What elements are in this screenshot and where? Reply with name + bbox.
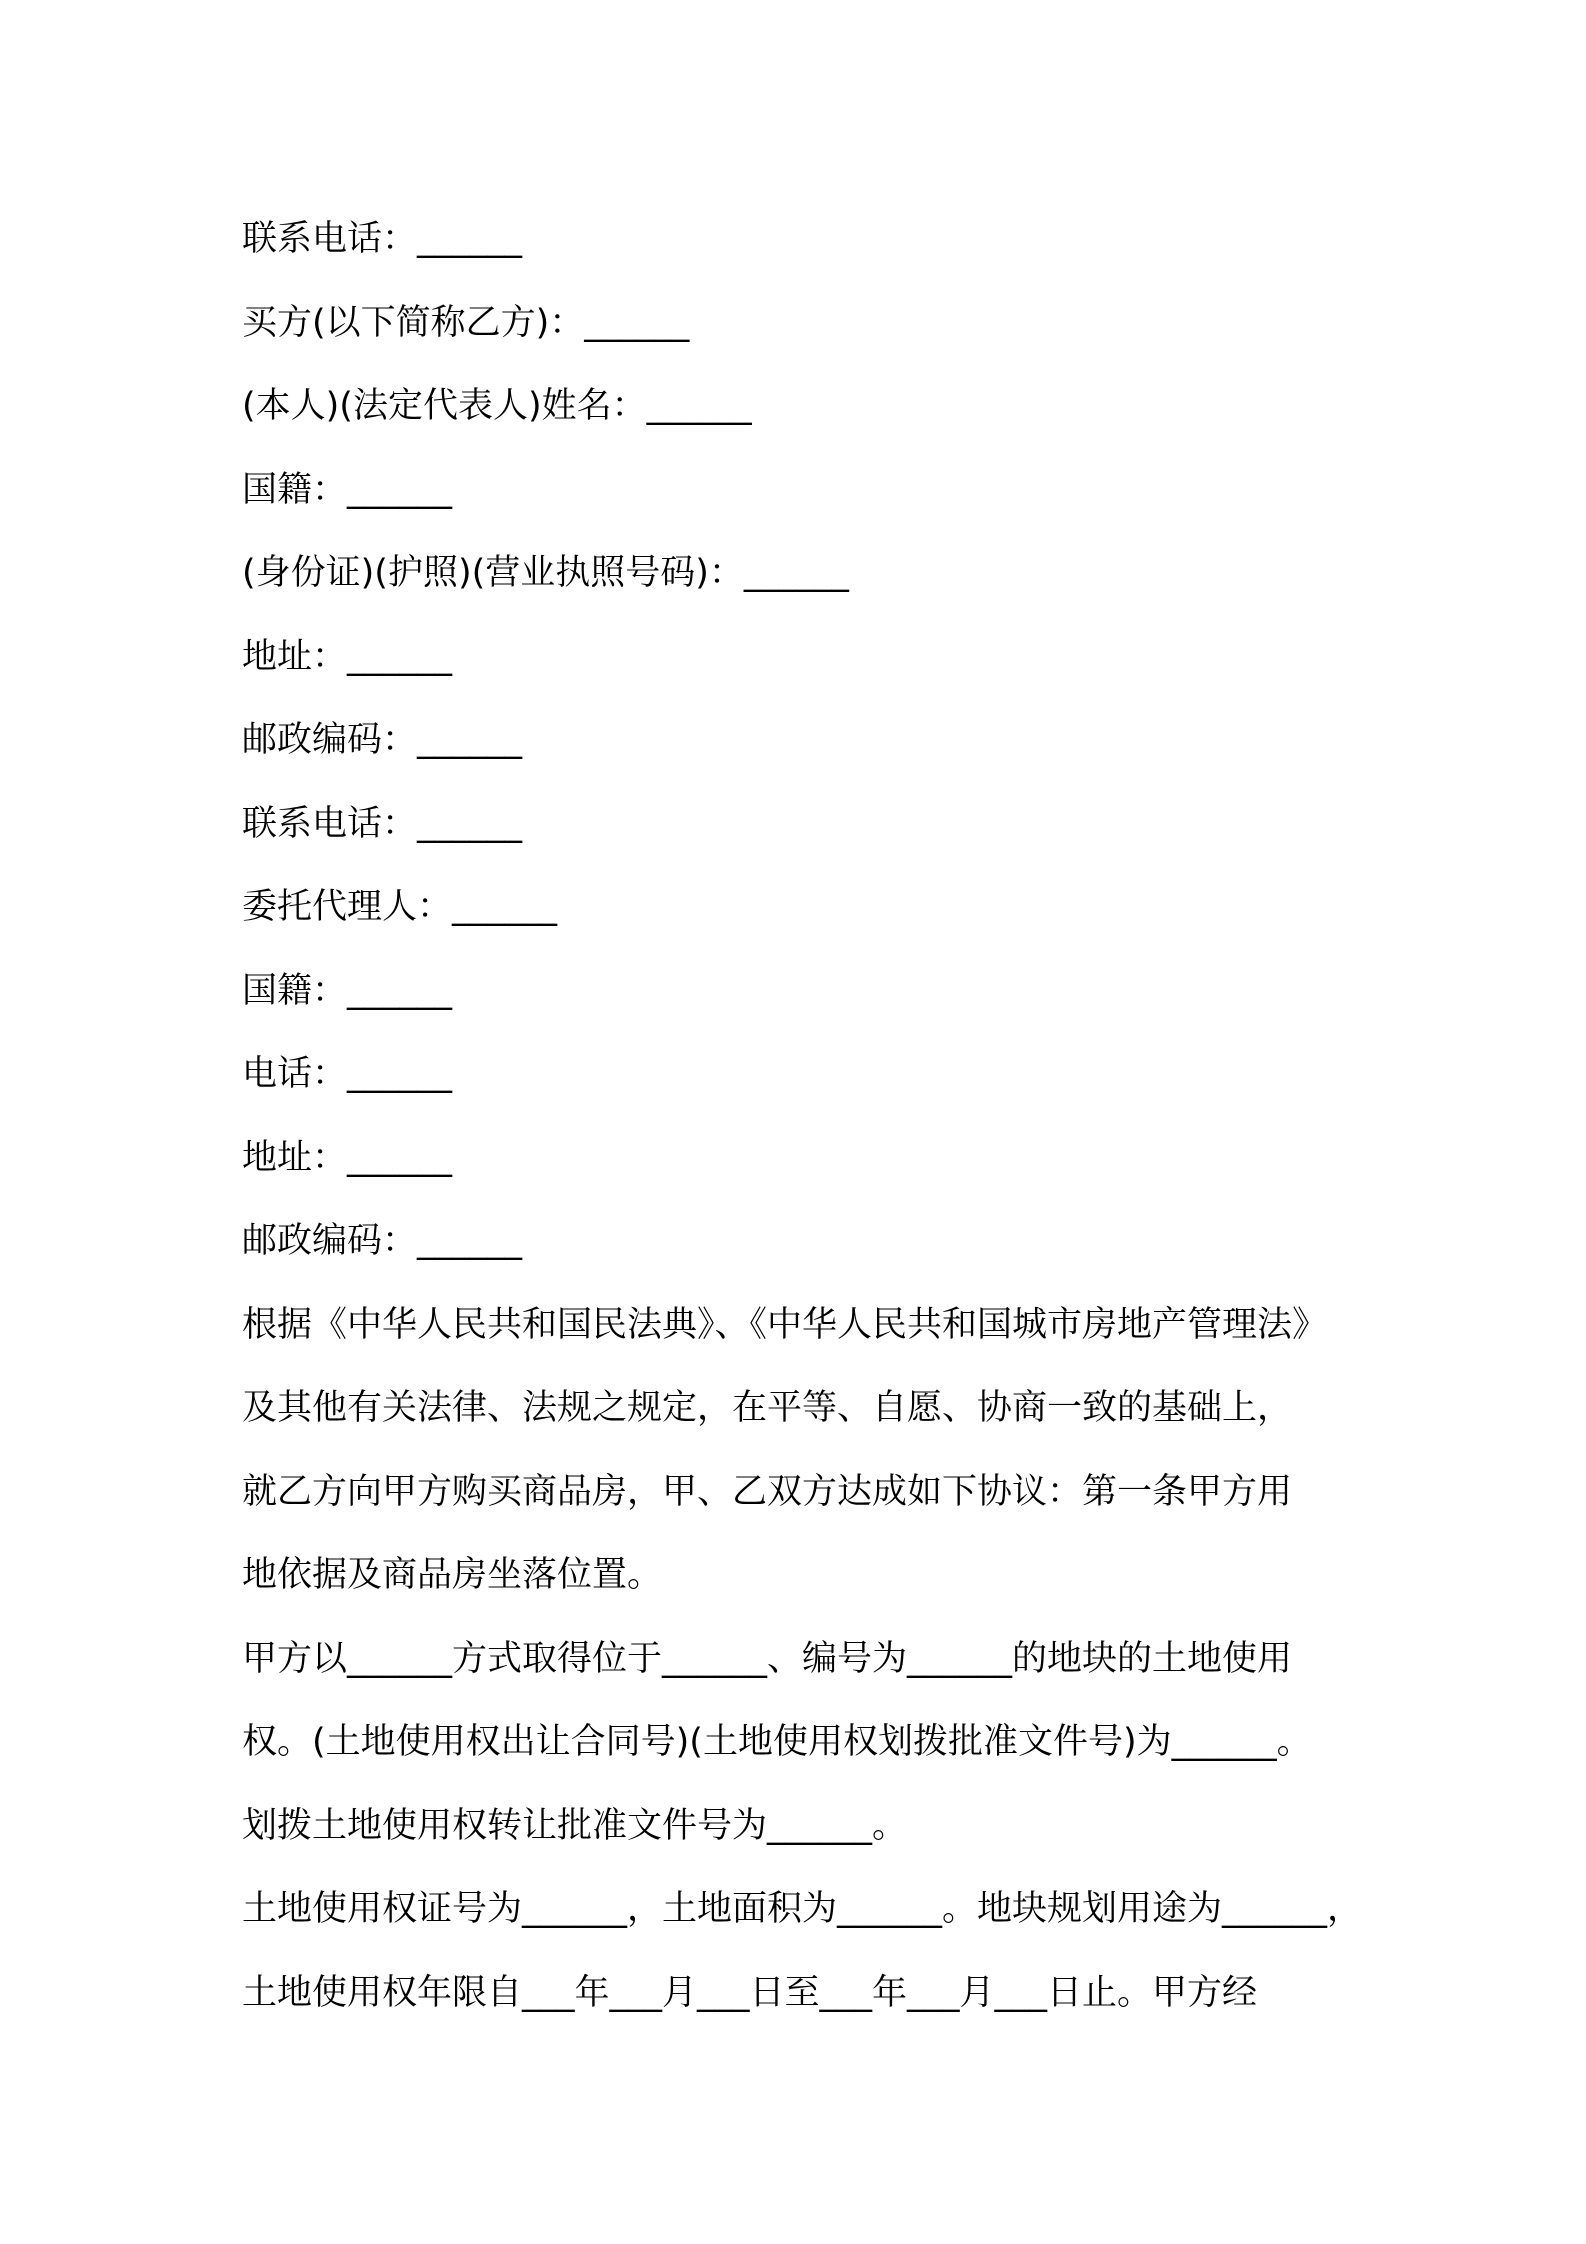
- agent-line: 委托代理人：______: [242, 887, 558, 927]
- agent-nationality-line: 国籍：______: [242, 970, 453, 1011]
- agent-phone-line: 电话：______: [242, 1054, 453, 1094]
- buyer-nationality-line: 国籍：______: [242, 469, 453, 510]
- land-cert-line-2: 土地使用权年限自___年___月___日至___年___月___日止。甲方经: [242, 1972, 1258, 2013]
- land-clause-line-2: 权。(土地使用权出让合同号)(土地使用权划拨批准文件号)为______。: [242, 1722, 1312, 1762]
- buyer-name-line: (本人)(法定代表人)姓名：______: [242, 386, 752, 426]
- agent-postal-code-line: 邮政编码：______: [242, 1221, 523, 1261]
- document-body: [242, 198, 1363, 2035]
- land-clause-line-3: 划拨土地使用权转让批准文件号为______。: [242, 1805, 908, 1846]
- buyer-address-line: 地址：______: [242, 636, 453, 677]
- land-clause-line-1: 甲方以______方式取得位于______、编号为______的地块的土地使用: [242, 1638, 1293, 1679]
- buyer-postal-code-line: 邮政编码：______: [242, 720, 523, 760]
- seller-contact-phone-line: 联系电话：______: [242, 219, 523, 259]
- agent-address-line: 地址：______: [242, 1137, 453, 1178]
- preamble-line-3: 就乙方向甲方购买商品房，甲、乙双方达成如下协议：第一条甲方用: [242, 1471, 1293, 1512]
- buyer-contact-phone-line: 联系电话：______: [242, 803, 523, 844]
- buyer-id-number-line: (身份证)(护照)(营业执照号码)：______: [242, 553, 849, 593]
- preamble-line-1: 根据《中华人民共和国民法典》、《中华人民共和国城市房地产管理法》: [242, 1304, 1328, 1345]
- land-cert-line-1: 土地使用权证号为______，土地面积为______。地块规划用途为______，: [242, 1889, 1363, 1929]
- preamble-line-4: 地依据及商品房坐落位置。: [242, 1555, 663, 1595]
- buyer-heading-line: 买方(以下简称乙方)：______: [242, 302, 690, 343]
- preamble-line-2: 及其他有关法律、法规之规定，在平等、自愿、协商一致的基础上，: [242, 1388, 1293, 1428]
